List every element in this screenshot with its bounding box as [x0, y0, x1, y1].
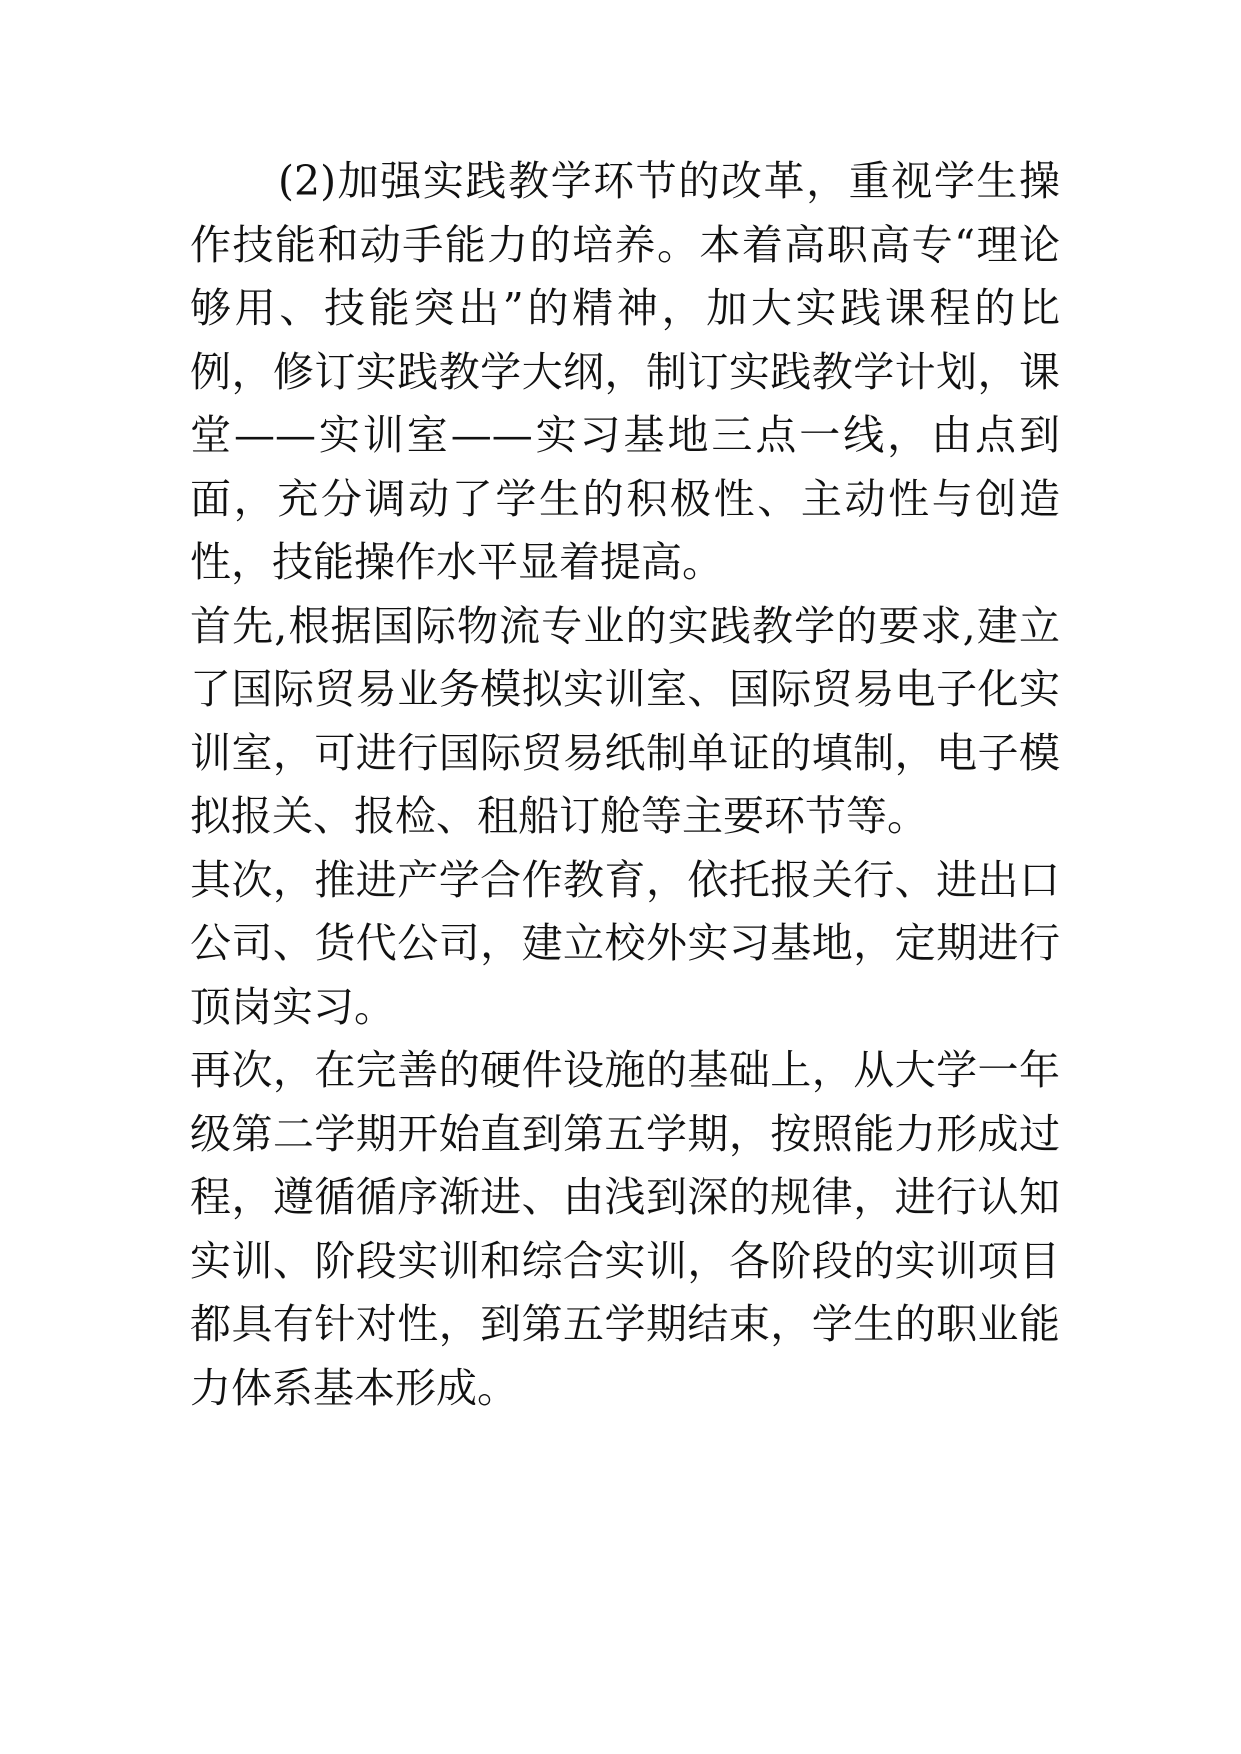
paragraph-practice-reform: (2)加强实践教学环节的改革，重视学生操作技能和动手能力的培养。本着高职高专“理论够用、技能突出”的精神，加大实践课程的比例，修订实践教学大纲，制订实践教学计划，课堂——实训室——实习基地三点一线，由点到面，充分调动了学生的积极性、主动性与创造性，技能操作水平显着提高。: [190, 157, 1060, 586]
document-body: [190, 150, 1060, 1420]
paragraph-second: 其次，推进产学合作教育，依托报关行、进出口公司、货代公司，建立校外实习基地，定期进行顶岗实习。: [190, 855, 1060, 1031]
paragraph-third: 再次，在完善的硬件设施的基础上，从大学一年级第二学期开始直到第五学期，按照能力形成过程，遵循循序渐进、由浅到深的规律，进行认知实训、阶段实训和综合实训，各阶段的实训项目都具有针对性，到第五学期结束，学生的职业能力体系基本形成。: [190, 1046, 1060, 1412]
paragraph-first: 首先,根据国际物流专业的实践教学的要求,建立了国际贸易业务模拟实训室、国际贸易电子化实训室，可进行国际贸易纸制单证的填制，电子模拟报关、报检、租船订舱等主要环节等。: [190, 601, 1060, 840]
